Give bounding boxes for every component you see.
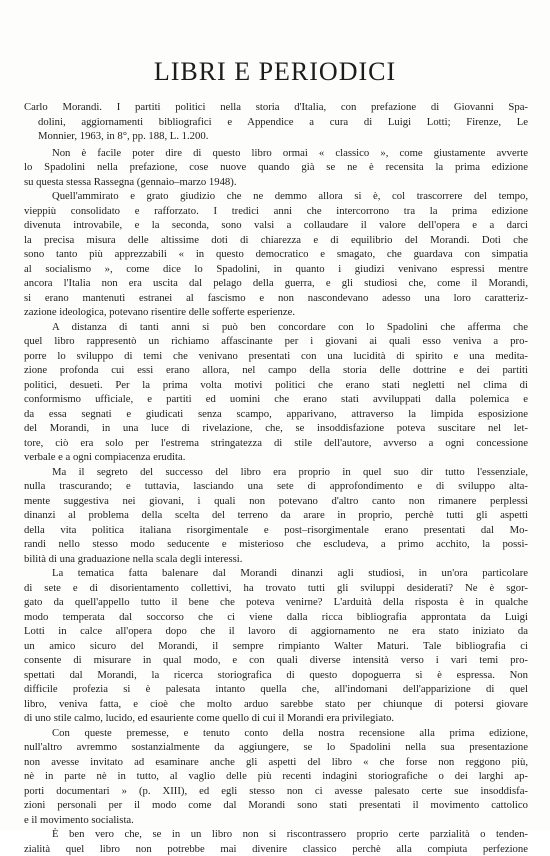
text-line: al socialismo », come dice lo Spadolini, in quanto i giudizi venivano espressi mentre: [24, 262, 528, 277]
text-line: dolini, aggiornamenti bibliografici e Appendice a cura di Luigi Lotti; Firenze, Le: [24, 115, 528, 130]
page-title: LIBRI E PERIODICI: [0, 57, 550, 87]
text-line: modo temperata dal soccorso che ci viene dalla ricca bibliografia approntata da Luigi: [24, 610, 528, 625]
text-line: difficile profezia si è palesata intanto quella che, all'indomani dell'apparizione di quel: [24, 682, 528, 697]
review-paragraph: [24, 146, 528, 190]
text-line: Ma il segreto del successo del libro era proprio in quel suo dir tutto l'essenziale,: [24, 465, 528, 480]
text-line: si erano mantenuti estranei al fascismo e non nascondevano adesso una loro caratteriz-: [24, 291, 528, 306]
text-line: zazione ideologica, potevano risentire delle sofferte esperienze.: [24, 305, 528, 320]
text-line: verbale e a ogni compiacenza erudita.: [24, 450, 528, 465]
text-line: libro, veniva fatta, e cioè che molto arduo sarebbe stato per chiunque di potersi giovare: [24, 697, 528, 712]
text-line: zione profonda cui essi erano allora, nel campo della storia delle dottrine e dei partiti: [24, 363, 528, 378]
text-line: tore, ciò era solo per l'estrema stringatezza di stile dell'autore, avverso a ogni concessione: [24, 436, 528, 451]
text-line: del Morandi, in una luce di rivelazione, che, se insoddisfazione poteva suscitare nel let-: [24, 421, 528, 436]
text-line: divenuta introvabile, e la seconda, sono valsi a collaudare il valore dell'opera e a darci: [24, 218, 528, 233]
review-body: [24, 100, 528, 856]
text-line: gato da quell'appello tutto il bene che poteva venirne? L'arduità della risposta è in qualche: [24, 595, 528, 610]
text-line: zialità quel libro non potrebbe mai divenire classico perchè alla compiuta perfezione: [24, 842, 528, 856]
text-line: Non è facile poter dire di questo libro ormai « classico », come giustamente avverte: [24, 146, 528, 161]
review-paragraph: [24, 566, 528, 726]
text-line: nulla trascurando; e tuttavia, lasciando una sete di approfondimento e di sviluppo alta-: [24, 479, 528, 494]
text-line: Con queste premesse, e tenuto conto della nostra recensione alla prima edizione,: [24, 726, 528, 741]
text-line: A distanza di tanti anni si può ben concordare con lo Spadolini che afferma che: [24, 320, 528, 335]
text-line: Quell'ammirato e grato giudizio che ne demmo allora si è, col trascorrere del tempo,: [24, 189, 528, 204]
text-line: lo Spadolini nella prefazione, cose nuove quando già se ne è recensita la prima edizione: [24, 160, 528, 175]
text-line: consente di misurare in qual modo, e con quali diverse intensità verso i vari temi pro-: [24, 653, 528, 668]
text-line: nè in parte nè in tutto, al vaglio delle più recenti indagini storiografiche o dei larghi ap-: [24, 769, 528, 784]
text-line: politici, desueti. Per la prima volta motivi politici che erano stati negletti nel clima di: [24, 378, 528, 393]
citation-paragraph: [24, 100, 528, 144]
text-line: porre lo sviluppo di temi che venivano presentati con una lucidità di spirito e una medita-: [24, 349, 528, 364]
text-line: conformismo ufficiale, e partiti ed uomini che erano stati avviluppati dalla polemica e: [24, 392, 528, 407]
review-paragraph: [24, 465, 528, 567]
review-paragraph: [24, 320, 528, 465]
text-line: di uno stile calmo, lucido, ed esauriente come quello di cui il Morandi era privilegiato.: [24, 711, 528, 726]
text-line: di sete e di disorientamento collettivi, ha trovato tutti gli sviluppi desiderati? Ne è sgor-: [24, 581, 528, 596]
review-paragraph: [24, 827, 528, 856]
text-line: della vita politica italiana risorgimentale e post–risorgimentale erano presentati dal Mo-: [24, 523, 528, 538]
text-line: spettati dal Morandi, la ricerca storiografica di questo dopoguerra si è espressa. Non: [24, 668, 528, 683]
text-line: vieppiù consolidato e rafforzato. I tredici anni che intercorrono tra la prima edizione: [24, 204, 528, 219]
text-line: la precisa misura delle altissime doti di chiarezza e di equilibrio del Morandi. Doti che: [24, 233, 528, 248]
text-line: e il movimento socialista.: [24, 813, 528, 828]
text-line: un amico sicuro del Morandi, il sempre rimpianto Walter Maturi. Tale bibliografia ci: [24, 639, 528, 654]
text-line: randi nello stesso modo seducente e misterioso che escludeva, a primo acchito, la possi-: [24, 537, 528, 552]
text-line: sono tanto più apprezzabili « in questo democratico e smagato, che guardava con simpatia: [24, 247, 528, 262]
text-line: dinanzi al problema della scelta del terreno da arare in proprio, perchè tutti gli aspetti: [24, 508, 528, 523]
text-line: Carlo Morandi. I partiti politici nella storia d'Italia, con prefazione di Giovanni Spa-: [24, 100, 528, 115]
text-line: non avesse invitato ad esaminare anche gli aspetti del libro « che forse non reggono più,: [24, 755, 528, 770]
text-line: su questa stessa Rassegna (gennaio–marzo 1948).: [24, 175, 528, 190]
text-line: porti documentari » (p. XIII), ed egli stesso non ci avesse palesato certe sue insoddisfa-: [24, 784, 528, 799]
text-line: ancora l'Italia non era uscita dal pelago della guerra, e gli studiosi che, come il Morandi,: [24, 276, 528, 291]
text-line: quel libro rappresentò un richiamo affascinante per i giovani ai quali esso veniva a pro-: [24, 334, 528, 349]
text-line: da essa segnati e giudicati senza scampo, apparivano, attraverso la limpida esposizione: [24, 407, 528, 422]
text-line: Lotti in calce all'opera dopo che il lavoro di aggiornamento ne era stato iniziato da: [24, 624, 528, 639]
text-line: La tematica fatta balenare dal Morandi dinanzi agli studiosi, in un'ora particolare: [24, 566, 528, 581]
text-line: mente suggestiva nei giovani, i quali non potevano d'altro canto non rimanere perplessi: [24, 494, 528, 509]
review-paragraph: [24, 726, 528, 828]
text-line: bilità di una graduazione nella scala degli interessi.: [24, 552, 528, 567]
text-line: Monnier, 1963, in 8°, pp. 188, L. 1.200.: [24, 129, 528, 144]
text-line: zioni personali per il modo come dal Morandi sono stati presentati il movimento cattolico: [24, 798, 528, 813]
review-paragraph: [24, 189, 528, 320]
text-line: È ben vero che, se in un libro non si riscontrassero proprio certe parzialità o tenden-: [24, 827, 528, 842]
text-line: null'altro avremmo sostanzialmente da aggiungere, se lo Spadolini nella sua presentazione: [24, 740, 528, 755]
